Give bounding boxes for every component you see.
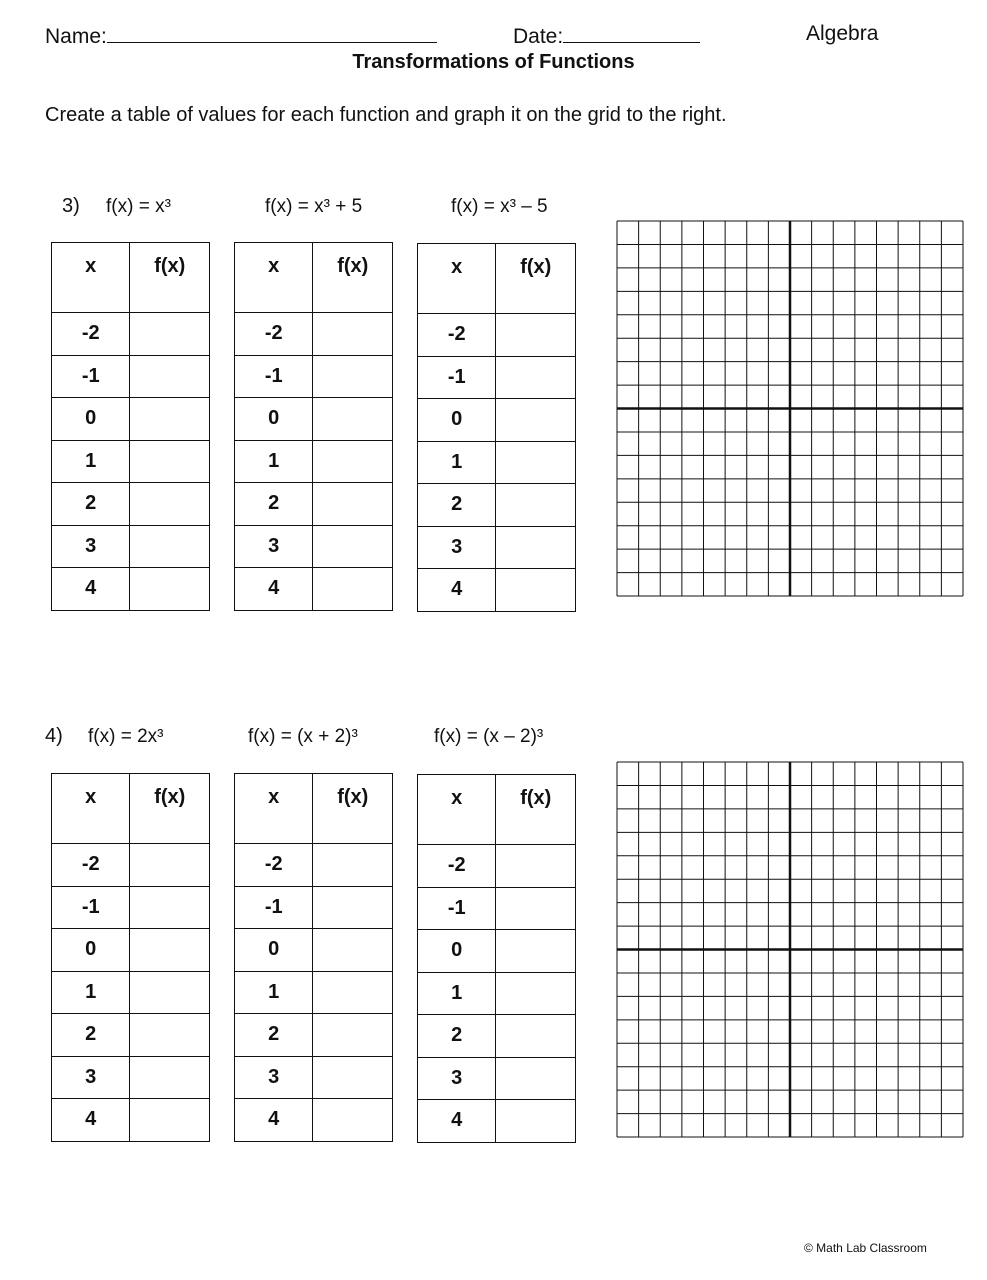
- fx-header: f(x): [130, 243, 210, 313]
- table-row: [52, 1014, 210, 1057]
- value-table-4-3: [417, 774, 576, 1143]
- x-value-cell: -2: [235, 844, 313, 887]
- fx-answer-cell[interactable]: [313, 568, 393, 611]
- table-row: [235, 929, 393, 972]
- x-value-cell: 0: [418, 399, 496, 442]
- table-row: [235, 886, 393, 929]
- x-value-cell: -2: [235, 313, 313, 356]
- fx-answer-cell[interactable]: [313, 1099, 393, 1142]
- x-value-cell: -1: [52, 886, 130, 929]
- table-row: [418, 526, 576, 569]
- fx-answer-cell[interactable]: [313, 1056, 393, 1099]
- x-value-cell: 3: [418, 1057, 496, 1100]
- table-row: [418, 399, 576, 442]
- fx-answer-cell[interactable]: [130, 313, 210, 356]
- instructions: Create a table of values for each function and graph it on the grid to the right.: [45, 104, 727, 126]
- fx-answer-cell[interactable]: [130, 1099, 210, 1142]
- fx-answer-cell[interactable]: [496, 399, 576, 442]
- fx-answer-cell[interactable]: [496, 484, 576, 527]
- x-value-cell: 4: [418, 569, 496, 612]
- table-row: [52, 355, 210, 398]
- fx-answer-cell[interactable]: [130, 355, 210, 398]
- fx-answer-cell[interactable]: [496, 356, 576, 399]
- coordinate-grid-3[interactable]: [616, 220, 964, 597]
- x-value-cell: 4: [235, 568, 313, 611]
- value-table-3-2: [234, 242, 393, 611]
- table-row: [52, 929, 210, 972]
- fx-answer-cell[interactable]: [130, 886, 210, 929]
- table-row: [418, 314, 576, 357]
- x-value-cell: 2: [52, 483, 130, 526]
- table-row: [52, 971, 210, 1014]
- table-row: [235, 568, 393, 611]
- course-label: Algebra: [806, 22, 879, 45]
- copyright-footer: © Math Lab Classroom: [804, 1241, 927, 1255]
- x-header: x: [418, 775, 496, 845]
- x-header: x: [418, 244, 496, 314]
- fx-answer-cell[interactable]: [313, 313, 393, 356]
- coordinate-grid-4[interactable]: [616, 761, 964, 1138]
- fx-answer-cell[interactable]: [496, 1015, 576, 1058]
- x-value-cell: 0: [235, 398, 313, 441]
- table-row: [52, 886, 210, 929]
- name-field[interactable]: [45, 22, 437, 49]
- x-value-cell: 3: [52, 1056, 130, 1099]
- fx-answer-cell[interactable]: [130, 440, 210, 483]
- x-value-cell: 1: [418, 972, 496, 1015]
- table-row: [418, 569, 576, 612]
- page-title: Transformations of Functions: [352, 51, 635, 73]
- fx-answer-cell[interactable]: [313, 483, 393, 526]
- date-label: Date:: [513, 25, 564, 48]
- value-table-3-3: [417, 243, 576, 612]
- fx-answer-cell[interactable]: [130, 1056, 210, 1099]
- fx-answer-cell[interactable]: [313, 929, 393, 972]
- value-table-4-1: [51, 773, 210, 1142]
- x-value-cell: 4: [235, 1099, 313, 1142]
- problem-3-number: 3): [62, 195, 80, 217]
- table-row: [418, 972, 576, 1015]
- problem-4-function-2: f(x) = (x + 2)³: [248, 726, 358, 747]
- x-value-cell: 4: [52, 1099, 130, 1142]
- table-row: [418, 1057, 576, 1100]
- x-value-cell: 2: [52, 1014, 130, 1057]
- fx-answer-cell[interactable]: [496, 314, 576, 357]
- x-value-cell: 2: [235, 1014, 313, 1057]
- table-row: [235, 1056, 393, 1099]
- x-value-cell: -1: [418, 887, 496, 930]
- x-value-cell: 3: [235, 1056, 313, 1099]
- fx-header: f(x): [313, 774, 393, 844]
- fx-answer-cell[interactable]: [130, 971, 210, 1014]
- x-header: x: [52, 243, 130, 313]
- table-row: [418, 441, 576, 484]
- fx-answer-cell[interactable]: [496, 887, 576, 930]
- problem-4-function-1: f(x) = 2x³: [88, 726, 164, 747]
- table-row: [418, 887, 576, 930]
- x-value-cell: 3: [235, 525, 313, 568]
- table-row: [235, 971, 393, 1014]
- fx-answer-cell[interactable]: [496, 930, 576, 973]
- x-value-cell: 3: [52, 525, 130, 568]
- x-value-cell: 1: [52, 440, 130, 483]
- fx-answer-cell[interactable]: [130, 1014, 210, 1057]
- fx-answer-cell[interactable]: [496, 972, 576, 1015]
- problem-3-function-2: f(x) = x³ + 5: [265, 196, 363, 217]
- x-header: x: [52, 774, 130, 844]
- x-value-cell: 1: [235, 440, 313, 483]
- x-value-cell: 1: [418, 441, 496, 484]
- fx-answer-cell[interactable]: [130, 929, 210, 972]
- problem-3-function-3: f(x) = x³ – 5: [451, 196, 548, 217]
- x-value-cell: 4: [52, 568, 130, 611]
- x-header: x: [235, 774, 313, 844]
- problem-3-function-1: f(x) = x³: [106, 196, 171, 217]
- table-row: [52, 1056, 210, 1099]
- date-field[interactable]: [513, 22, 700, 49]
- table-row: [52, 313, 210, 356]
- table-row: [235, 1099, 393, 1142]
- table-row: [418, 930, 576, 973]
- x-value-cell: 2: [418, 1015, 496, 1058]
- x-header: x: [235, 243, 313, 313]
- table-row: [418, 484, 576, 527]
- table-row: [52, 844, 210, 887]
- fx-answer-cell[interactable]: [313, 886, 393, 929]
- table-row: [52, 483, 210, 526]
- fx-header: f(x): [496, 244, 576, 314]
- fx-header: f(x): [130, 774, 210, 844]
- fx-answer-cell[interactable]: [496, 1057, 576, 1100]
- x-value-cell: 1: [235, 971, 313, 1014]
- fx-answer-cell[interactable]: [130, 568, 210, 611]
- value-table-4-2: [234, 773, 393, 1142]
- value-table-3-1: [51, 242, 210, 611]
- table-row: [418, 1015, 576, 1058]
- name-blank[interactable]: [107, 22, 437, 43]
- x-value-cell: -1: [418, 356, 496, 399]
- x-value-cell: 2: [235, 483, 313, 526]
- table-row: [52, 440, 210, 483]
- table-row: [235, 440, 393, 483]
- fx-answer-cell[interactable]: [130, 398, 210, 441]
- table-row: [418, 356, 576, 399]
- table-row: [52, 1099, 210, 1142]
- fx-answer-cell[interactable]: [313, 355, 393, 398]
- table-row: [418, 845, 576, 888]
- fx-answer-cell[interactable]: [313, 398, 393, 441]
- fx-answer-cell[interactable]: [313, 440, 393, 483]
- x-value-cell: 0: [52, 929, 130, 972]
- table-row: [235, 355, 393, 398]
- fx-answer-cell[interactable]: [313, 525, 393, 568]
- x-value-cell: -1: [52, 355, 130, 398]
- table-row: [235, 525, 393, 568]
- x-value-cell: -2: [52, 844, 130, 887]
- table-row: [52, 568, 210, 611]
- x-value-cell: 1: [52, 971, 130, 1014]
- x-value-cell: 4: [418, 1100, 496, 1143]
- problem-4-number: 4): [45, 725, 63, 747]
- name-label: Name:: [45, 25, 107, 48]
- table-row: [418, 1100, 576, 1143]
- table-row: [235, 398, 393, 441]
- x-value-cell: 0: [52, 398, 130, 441]
- x-value-cell: 0: [418, 930, 496, 973]
- fx-header: f(x): [313, 243, 393, 313]
- x-value-cell: -2: [418, 845, 496, 888]
- fx-answer-cell[interactable]: [130, 483, 210, 526]
- table-row: [235, 483, 393, 526]
- x-value-cell: -2: [52, 313, 130, 356]
- fx-header: f(x): [496, 775, 576, 845]
- problem-4-function-3: f(x) = (x – 2)³: [434, 726, 544, 747]
- table-row: [235, 844, 393, 887]
- fx-answer-cell[interactable]: [313, 1014, 393, 1057]
- fx-answer-cell[interactable]: [130, 844, 210, 887]
- x-value-cell: -2: [418, 314, 496, 357]
- x-value-cell: -1: [235, 886, 313, 929]
- fx-answer-cell[interactable]: [313, 971, 393, 1014]
- fx-answer-cell[interactable]: [496, 569, 576, 612]
- table-row: [52, 525, 210, 568]
- fx-answer-cell[interactable]: [496, 1100, 576, 1143]
- date-blank[interactable]: [563, 22, 700, 43]
- table-row: [235, 313, 393, 356]
- fx-answer-cell[interactable]: [496, 845, 576, 888]
- fx-answer-cell[interactable]: [130, 525, 210, 568]
- x-value-cell: 0: [235, 929, 313, 972]
- fx-answer-cell[interactable]: [496, 526, 576, 569]
- fx-answer-cell[interactable]: [313, 844, 393, 887]
- x-value-cell: 3: [418, 526, 496, 569]
- fx-answer-cell[interactable]: [496, 441, 576, 484]
- x-value-cell: 2: [418, 484, 496, 527]
- table-row: [52, 398, 210, 441]
- table-row: [235, 1014, 393, 1057]
- x-value-cell: -1: [235, 355, 313, 398]
